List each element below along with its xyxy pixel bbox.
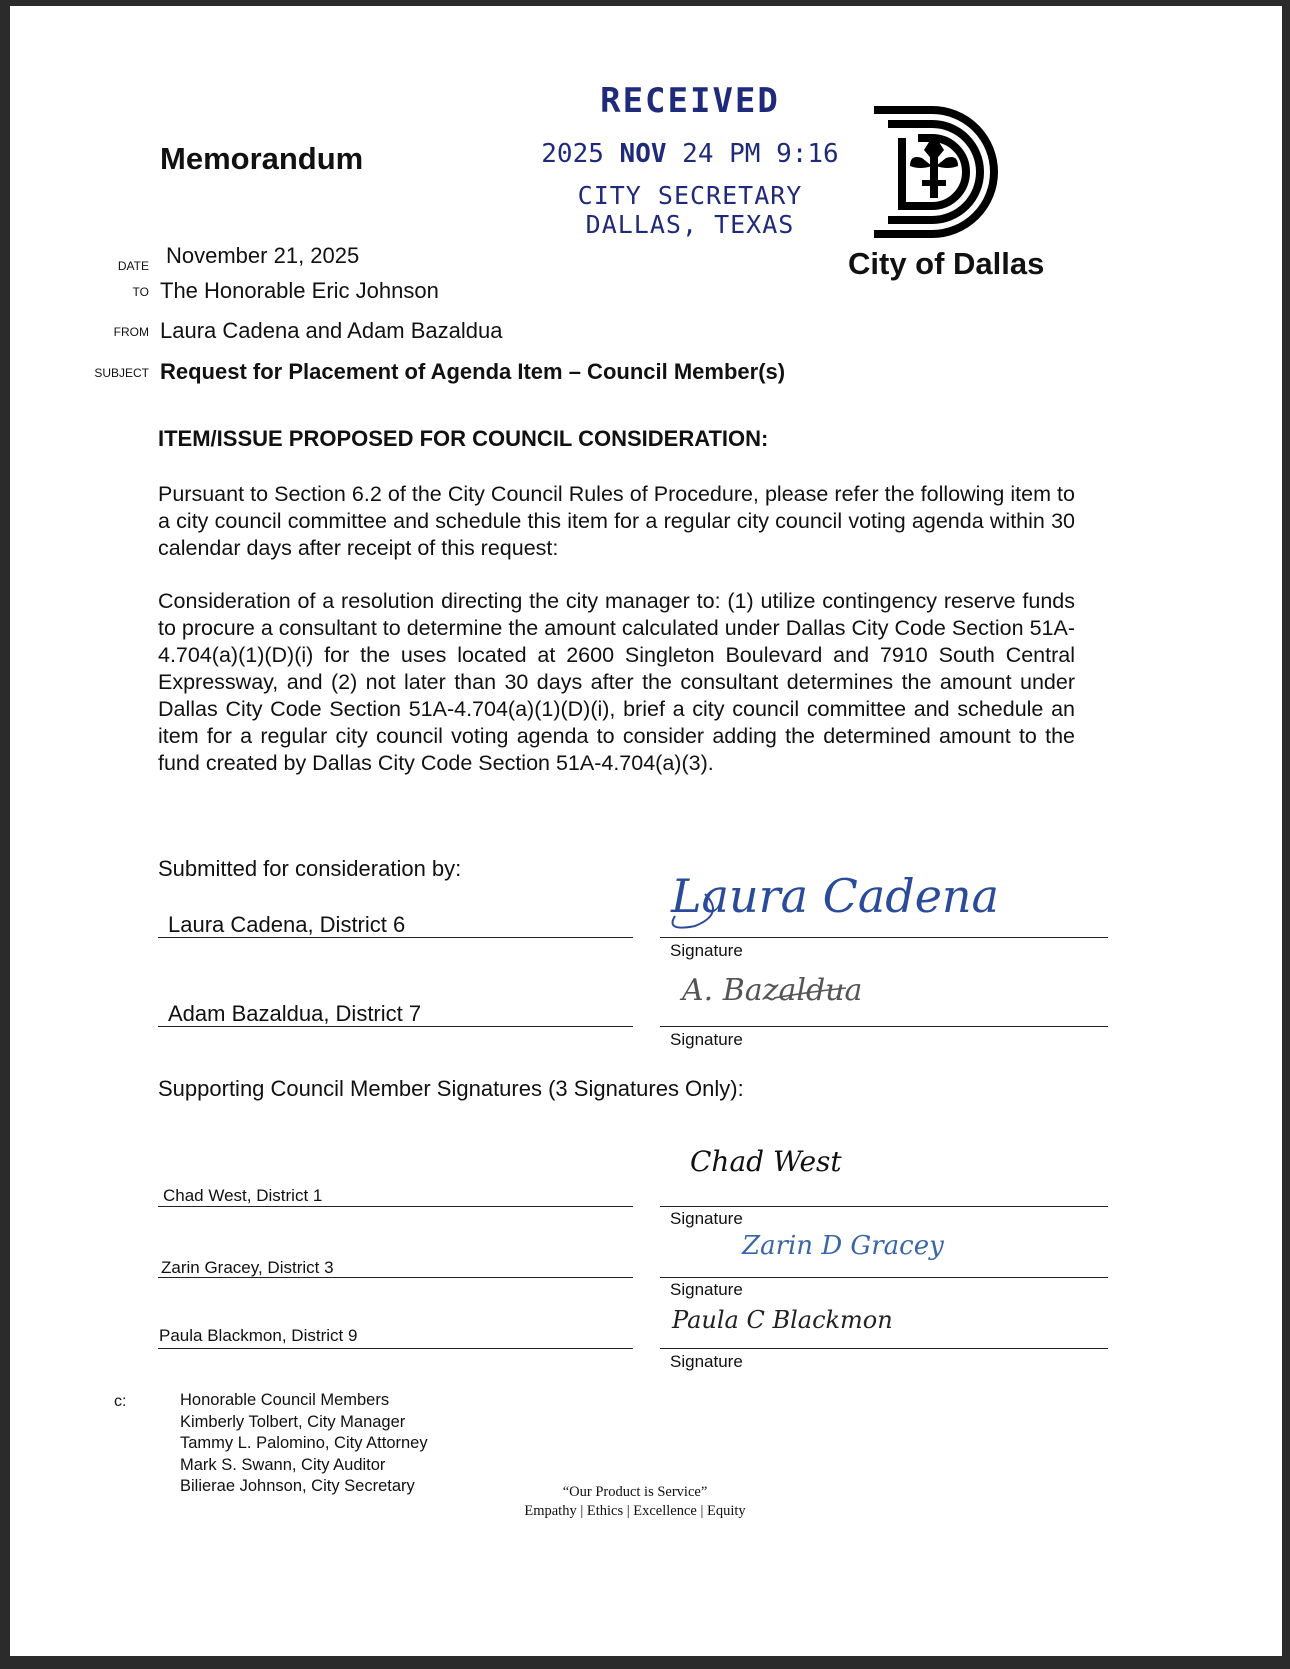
- name-line: [158, 1348, 633, 1349]
- signature-label-4: Signature: [670, 1280, 743, 1299]
- memo-page: [10, 6, 1282, 1656]
- signature-adam-bazaldua: [678, 964, 863, 1019]
- signature-laura-cadena: [665, 854, 999, 936]
- submitted-heading: Submitted for consideration by:: [158, 856, 462, 881]
- to-value: The Honorable Eric Johnson: [160, 278, 439, 303]
- signature-label-3: Signature: [670, 1209, 743, 1228]
- signature-text: Paula C Blackmon: [672, 1306, 893, 1334]
- received-stamp: [530, 81, 850, 239]
- name-line: [158, 1206, 633, 1207]
- from-value: Laura Cadena and Adam Bazaldua: [160, 318, 503, 343]
- cc-recipient: Mark S. Swann, City Auditor: [180, 1455, 386, 1474]
- subject-label: SUBJECT: [94, 366, 149, 380]
- submitter-name-1: Laura Cadena, District 6: [168, 912, 406, 937]
- motto-text: “Our Product is Service”: [562, 1484, 708, 1500]
- from-label: FROM: [113, 325, 149, 339]
- supporting-heading: Supporting Council Member Signatures (3 Signatures Only):: [158, 1076, 744, 1101]
- date-label: DATE: [117, 259, 149, 273]
- stamp-line1: CITY SECRETARY: [577, 181, 803, 210]
- signature-line: [660, 1277, 1108, 1278]
- signature-text: A. Bazaldua: [682, 973, 863, 1008]
- name-line: [158, 1277, 633, 1278]
- cc-recipient: Honorable Council Members: [180, 1391, 390, 1409]
- paragraph-request: Pursuant to Section 6.2 of the City Council Rules of Procedure, please refer the following item to a city council committee and schedule this item for a regular city council voting agenda within 30 calendar days after receipt of this request:: [158, 482, 1075, 560]
- memo-title: Memorandum: [160, 141, 364, 176]
- name-line: [158, 937, 633, 938]
- cc-list: [180, 1390, 428, 1498]
- stamp-place: [530, 181, 850, 239]
- paragraph-resolution: Consideration of a resolution directing the city manager to: (1) utilize contingency reserve funds to procure a consultant to determine the amount calculated under Dallas City Code Section 51A-4.704(a)(1)(D)(i) for the uses located at 2600 Singleton Boulevard and 7910 South Central Expressway, and (2) not later than 30 days after the consultant determines the amount under Dallas City Code Section 51A-4.704(a)(1)(D)(i), brief a city council committee and schedule an item for a regular city council voting agenda to consider adding the determined amount to the fund created by Dallas City Code Section 51A-4.704(a)(3).: [158, 589, 1075, 775]
- to-label: TO: [132, 285, 149, 299]
- stamp-year: 2025: [541, 139, 604, 169]
- section-title: ITEM/ISSUE PROPOSED FOR COUNCIL CONSIDERATION:: [158, 426, 769, 451]
- supporter-name-2: Zarin Gracey, District 3: [161, 1258, 334, 1277]
- signature-label-5: Signature: [670, 1352, 743, 1371]
- cc-recipient: Tammy L. Palomino, City Attorney: [180, 1434, 428, 1452]
- supporter-name-3: Paula Blackmon, District 9: [159, 1326, 358, 1345]
- signature-zarin-gracey: [740, 1214, 944, 1274]
- cc-recipient: Bilierae Johnson, City Secretary: [180, 1477, 415, 1495]
- signature-label-1: Signature: [670, 941, 743, 960]
- signature-chad-west: [688, 1131, 842, 1186]
- stamp-line2: DALLAS, TEXAS: [585, 210, 795, 239]
- signature-line: [660, 1206, 1108, 1207]
- submitter-name-2: Adam Bazaldua, District 7: [168, 1001, 422, 1026]
- stamp-received: RECEIVED: [600, 81, 780, 121]
- city-of-dallas-logo-icon: [870, 106, 1010, 241]
- signature-text: Zarin D Gracey: [742, 1231, 944, 1261]
- signature-line: [660, 937, 1108, 938]
- motto-values: Empathy | Ethics | Excellence | Equity: [524, 1503, 746, 1519]
- cc-recipient: Kimberly Tolbert, City Manager: [180, 1412, 406, 1431]
- cc-label: c:: [114, 1393, 127, 1410]
- supporter-name-1: Chad West, District 1: [163, 1186, 323, 1205]
- stamp-time: 24 PM 9:16: [682, 139, 839, 169]
- signature-line: [660, 1026, 1108, 1027]
- signature-paula-blackmon: [670, 1296, 893, 1346]
- stamp-month: NOV: [619, 139, 667, 169]
- signature-text: Laura Cadena: [671, 869, 999, 923]
- signature-text: Chad West: [690, 1145, 842, 1178]
- date-value: November 21, 2025: [166, 243, 360, 268]
- stamp-datetime: [530, 139, 850, 169]
- name-line: [158, 1026, 633, 1027]
- subject-value: Request for Placement of Agenda Item – Council Member(s): [160, 359, 786, 384]
- logo-text: City of Dallas: [848, 246, 1045, 281]
- signature-line: [660, 1348, 1108, 1349]
- footer-motto: [460, 1483, 810, 1521]
- signature-label-2: Signature: [670, 1030, 743, 1049]
